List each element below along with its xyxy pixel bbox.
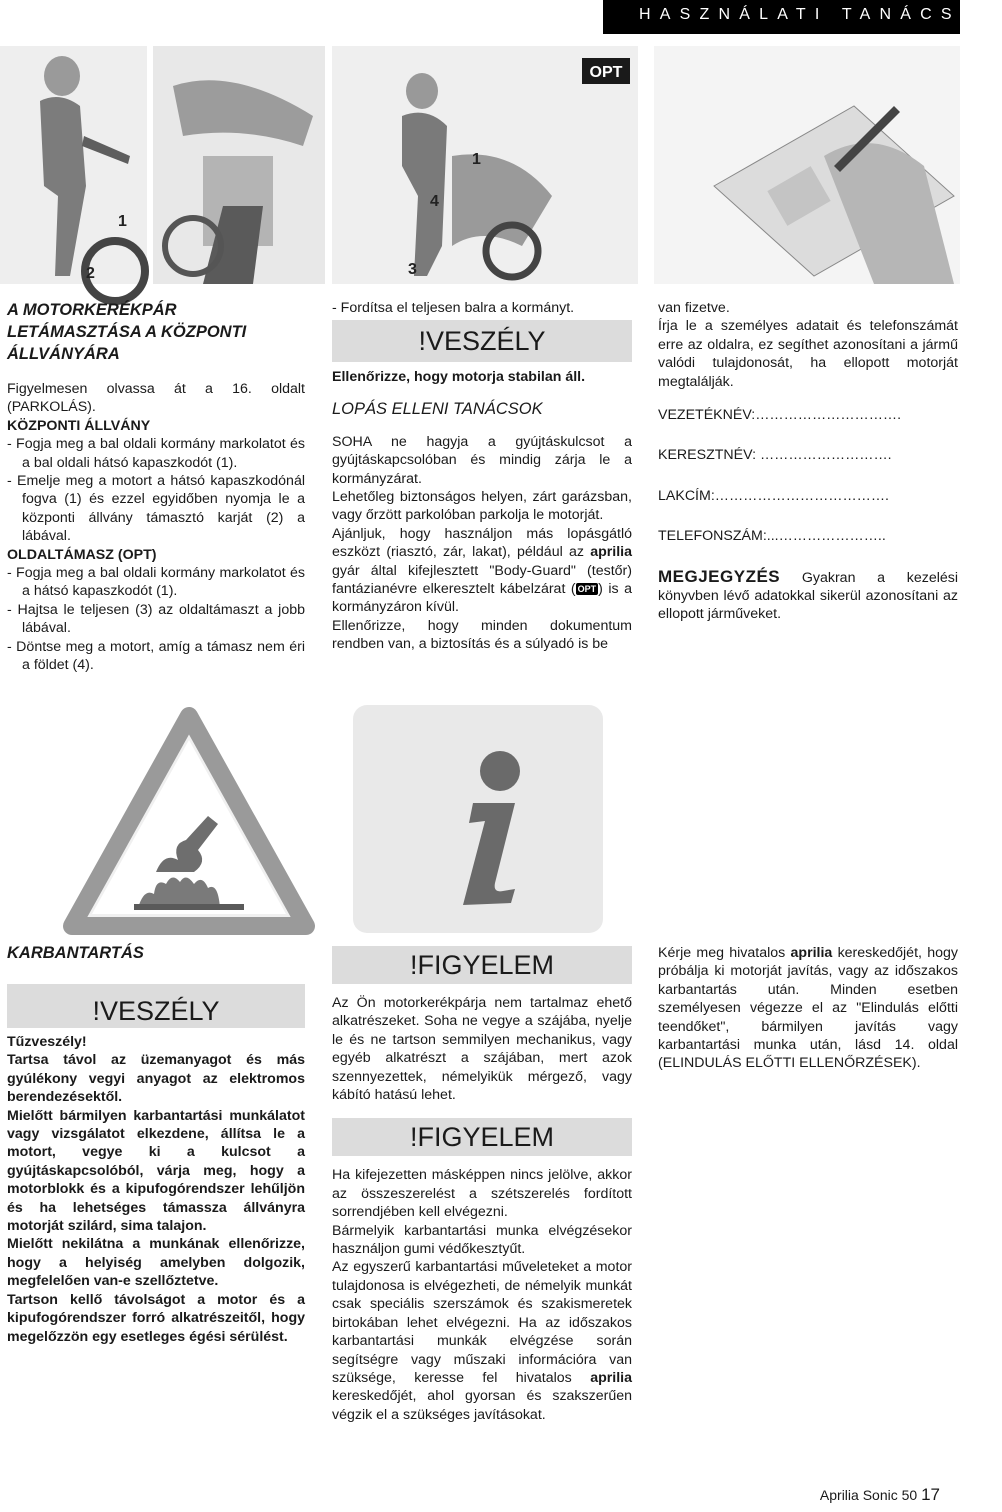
field-vezeteknev: VEZETÉKNÉV:…………………………. [658,407,902,424]
footer-brand: Aprilia [819,1487,859,1503]
section-title-central-stand [7,299,305,365]
attention-box: !FIGYELEM [332,1118,632,1156]
svg-text:2: 2 [86,265,95,282]
svg-text:OPT: OPT [589,64,623,81]
note-text: Gyakran a kezelési könyvben lévő adatokkal sikerül azonosítani az ellopott járműveket. [658,569,958,623]
column-3-owner-data [658,299,958,624]
section-title-maintenance: KARBANTARTÁS [7,944,144,962]
list-item: - Fogja meg a bal oldali kormány markolatot és a hátsó kapaszkodót (1). [7,565,305,600]
fire-hazard-label: Tűzveszély! [7,1034,87,1050]
text-span: Az egyszerű karbantartási műveleteket a motor tulajdonosa is elvégezheti, de némelyik munkát csak speciális szerszámok és szakismeretek birtokában lehet elvégezni. Ha az időszakos karbantartási munkák elvégzése során segítségre vagy műszaki információra van szüksége, keresse fel hivatalos [332,1259,632,1386]
info-icon [353,705,603,933]
bold-paragraph: Tartson kellő távolságot a motor és a kipufogórendszer forró alkatrészeitől, hogy megelőzzön egy esetleges égési sérülést. [7,1291,305,1345]
paragraph: van fizetve. [658,300,730,316]
stability-check: Ellenőrizze, hogy motorja stabilan áll. [332,369,586,386]
photo-writing-hand [654,46,960,284]
photo-central-stand-pedal [153,46,325,284]
paragraph: Ha kifejezetten másképpen nincs jelölve, akkor az összeszerelést a szétszerelés fordított sorrendjében kell elvégezni. [332,1167,632,1221]
bold-paragraph: Mielőtt bármilyen karbantartási munkálatot vagy vizsgálatot elkezdene, állítsa le a motort, vegye ki a kulcsot a gyújtáskapcsolóból, várja meg, hogy a motorblokk és a kipufogórendszer lehűljön és ha lehetséges támassza állványra motorját szilárd, sima talajon. [7,1107,305,1235]
bold-paragraph: Mielőtt nekilátna a munkának ellenőrizze, hogy a helyiség amelyben dolgozik, megfelelően van-e szellőztetve. [7,1236,305,1290]
stand-pedal-illustration [153,46,325,284]
list-item: - Fogja meg a bal oldali kormány markolatot és a bal oldali hátsó kapaszkodót (1). [7,436,305,471]
photo-side-stand [332,46,638,284]
fire-warning-triangle-icon [68,712,310,932]
paragraph: Az Ön motorkerékpárja nem tartalmaz ehető alkatrészeket. Soha ne vegye a szájába, nyelje le és ne tartson semmilyen mechanikus, vagy egyéb alkatrészt a szájában, mert azok szennyezettek, némelyikük mérgező, vagy kábító hatású lehet. [332,995,632,1104]
title-line: ÁLLVÁNYÁRA [7,345,120,363]
side-stand-illustration [332,46,638,284]
svg-text:1: 1 [472,151,481,168]
opt-badge: OPT [577,584,597,595]
bold-paragraph: Tartsa távol az üzemanyagot és más gyúlékony vegyi anyagot az elektromos berendezésektől. [7,1052,305,1106]
danger-box: !VESZÉLY [332,320,632,362]
list-item: - Emelje meg a motort a hátsó kapaszkodónál fogva (1) és ezzel egyidőben nyomja le a központi állvány támasztó karját (2) a lábával. [7,473,305,545]
attention-box: !FIGYELEM [332,946,632,984]
text-span: Kérje meg hivatalos [658,945,791,961]
paragraph: Írja le a személyes adatait és telefonszámát erre az oldalra, ez segíthet azonosítani a jármű valódi tulajdonosát, ha ellopott motorját megtalálják. [658,318,958,390]
note-paragraph [658,568,958,624]
column-1-maintenance [7,942,305,1346]
paragraph [658,944,958,1073]
svg-text:3: 3 [408,261,417,278]
title-line: A MOTORKERÉKPÁR [7,301,177,319]
svg-text:4: 4 [430,193,439,210]
paragraph: SOHA ne hagyja a gyújtáskulcsot a gyújtáskapcsolóban és mindig zárja le a kormányzárat. [332,433,632,487]
column-3-test-ride [658,944,958,1073]
intro-paragraph: Figyelmesen olvassa át a 16. oldalt (PARKOLÁS). [7,381,305,416]
paragraph [332,1258,632,1424]
note-label: MEGJEGYZÉS [658,566,781,586]
column-2-theft [332,299,632,654]
list-item: - Hajtsa le teljesen (3) az oldaltámaszt a jobb lábával. [7,601,305,637]
writing-hand-illustration [654,46,960,284]
page-footer [820,1486,940,1504]
column-2-attention [332,946,632,1424]
field-telefonszam: TELEFONSZÁM:...………………….. [658,528,886,545]
text-span: gyár által kifejlesztett "Body-Guard" (testőr) fantázianévre elkeresztelt kábelzárat ( [332,562,632,598]
text-span: ) is a kormányzáron kívül. [332,581,632,616]
field-lakcim: LAKCÍM:………………………………. [658,487,889,504]
heading-side-stand: OLDALTÁMASZ (OPT) [7,546,157,563]
heading-anti-theft: LOPÁS ELLENI TANÁCSOK [332,399,543,418]
list-item: - Döntse meg a motort, amíg a támasz nem éri a földet (4). [7,638,305,674]
heading-central-stand: KÖZPONTI ÁLLVÁNY [7,417,151,434]
text-span: Ajánljuk, hogy használjon más lopásgátló eszközt (riasztó, zár, lakat), például az [332,525,632,561]
list-item: - Fordítsa el teljesen balra a kormányt. [332,300,575,316]
title-line: LETÁMASZTÁSA A KÖZPONTI [7,323,247,341]
text-span: kereskedőjét, ahol gyorsan és szakszerűen végzik el a szükséges javításokat. [332,1388,632,1423]
page-number: 17 [921,1485,940,1504]
field-keresztnev: KERESZTNÉV: ………………………. [658,447,892,464]
brand-name: aprilia [590,1369,632,1386]
photo-central-stand-grip [0,46,147,284]
footer-model: Sonic 50 [862,1487,918,1503]
info-sign [353,705,603,933]
brand-name: aprilia [790,945,833,961]
column-1-parking [7,299,305,675]
paragraph: Bármelyik karbantartási munka elvégzésekor használjon gumi védőkesztyűt. [332,1222,632,1258]
paragraph: Ellenőrizze, hogy minden dokumentum rendben van, a biztosítás és a súlyadó is be [332,617,632,653]
danger-box: !VESZÉLY [7,984,305,1028]
paragraph [332,525,632,617]
brand-name: aprilia [590,544,632,561]
text-span: kereskedőjét, hogy próbálja ki motorját javítás, vagy az időszakos karbantartás után. Minden esetben személyesen végezze el az "Elindulás előtti teendőket", bármilyen javítás vagy karbantartási munka után, lásd 14. oldal (ELINDULÁS ELŐTTI ELLENŐRZÉSEK). [658,945,958,1072]
fire-hazard-sign [68,712,310,932]
svg-text:1: 1 [118,213,127,230]
section-title: HASZNÁLATI TANÁCSOK [639,6,1002,23]
section-header-bar [603,0,1002,34]
paragraph: Lehetőleg biztonságos helyen, zárt garázsban, vagy őrzött parkolóban parkolja le motorját. [332,489,632,524]
rider-lifting-illustration [0,46,147,284]
